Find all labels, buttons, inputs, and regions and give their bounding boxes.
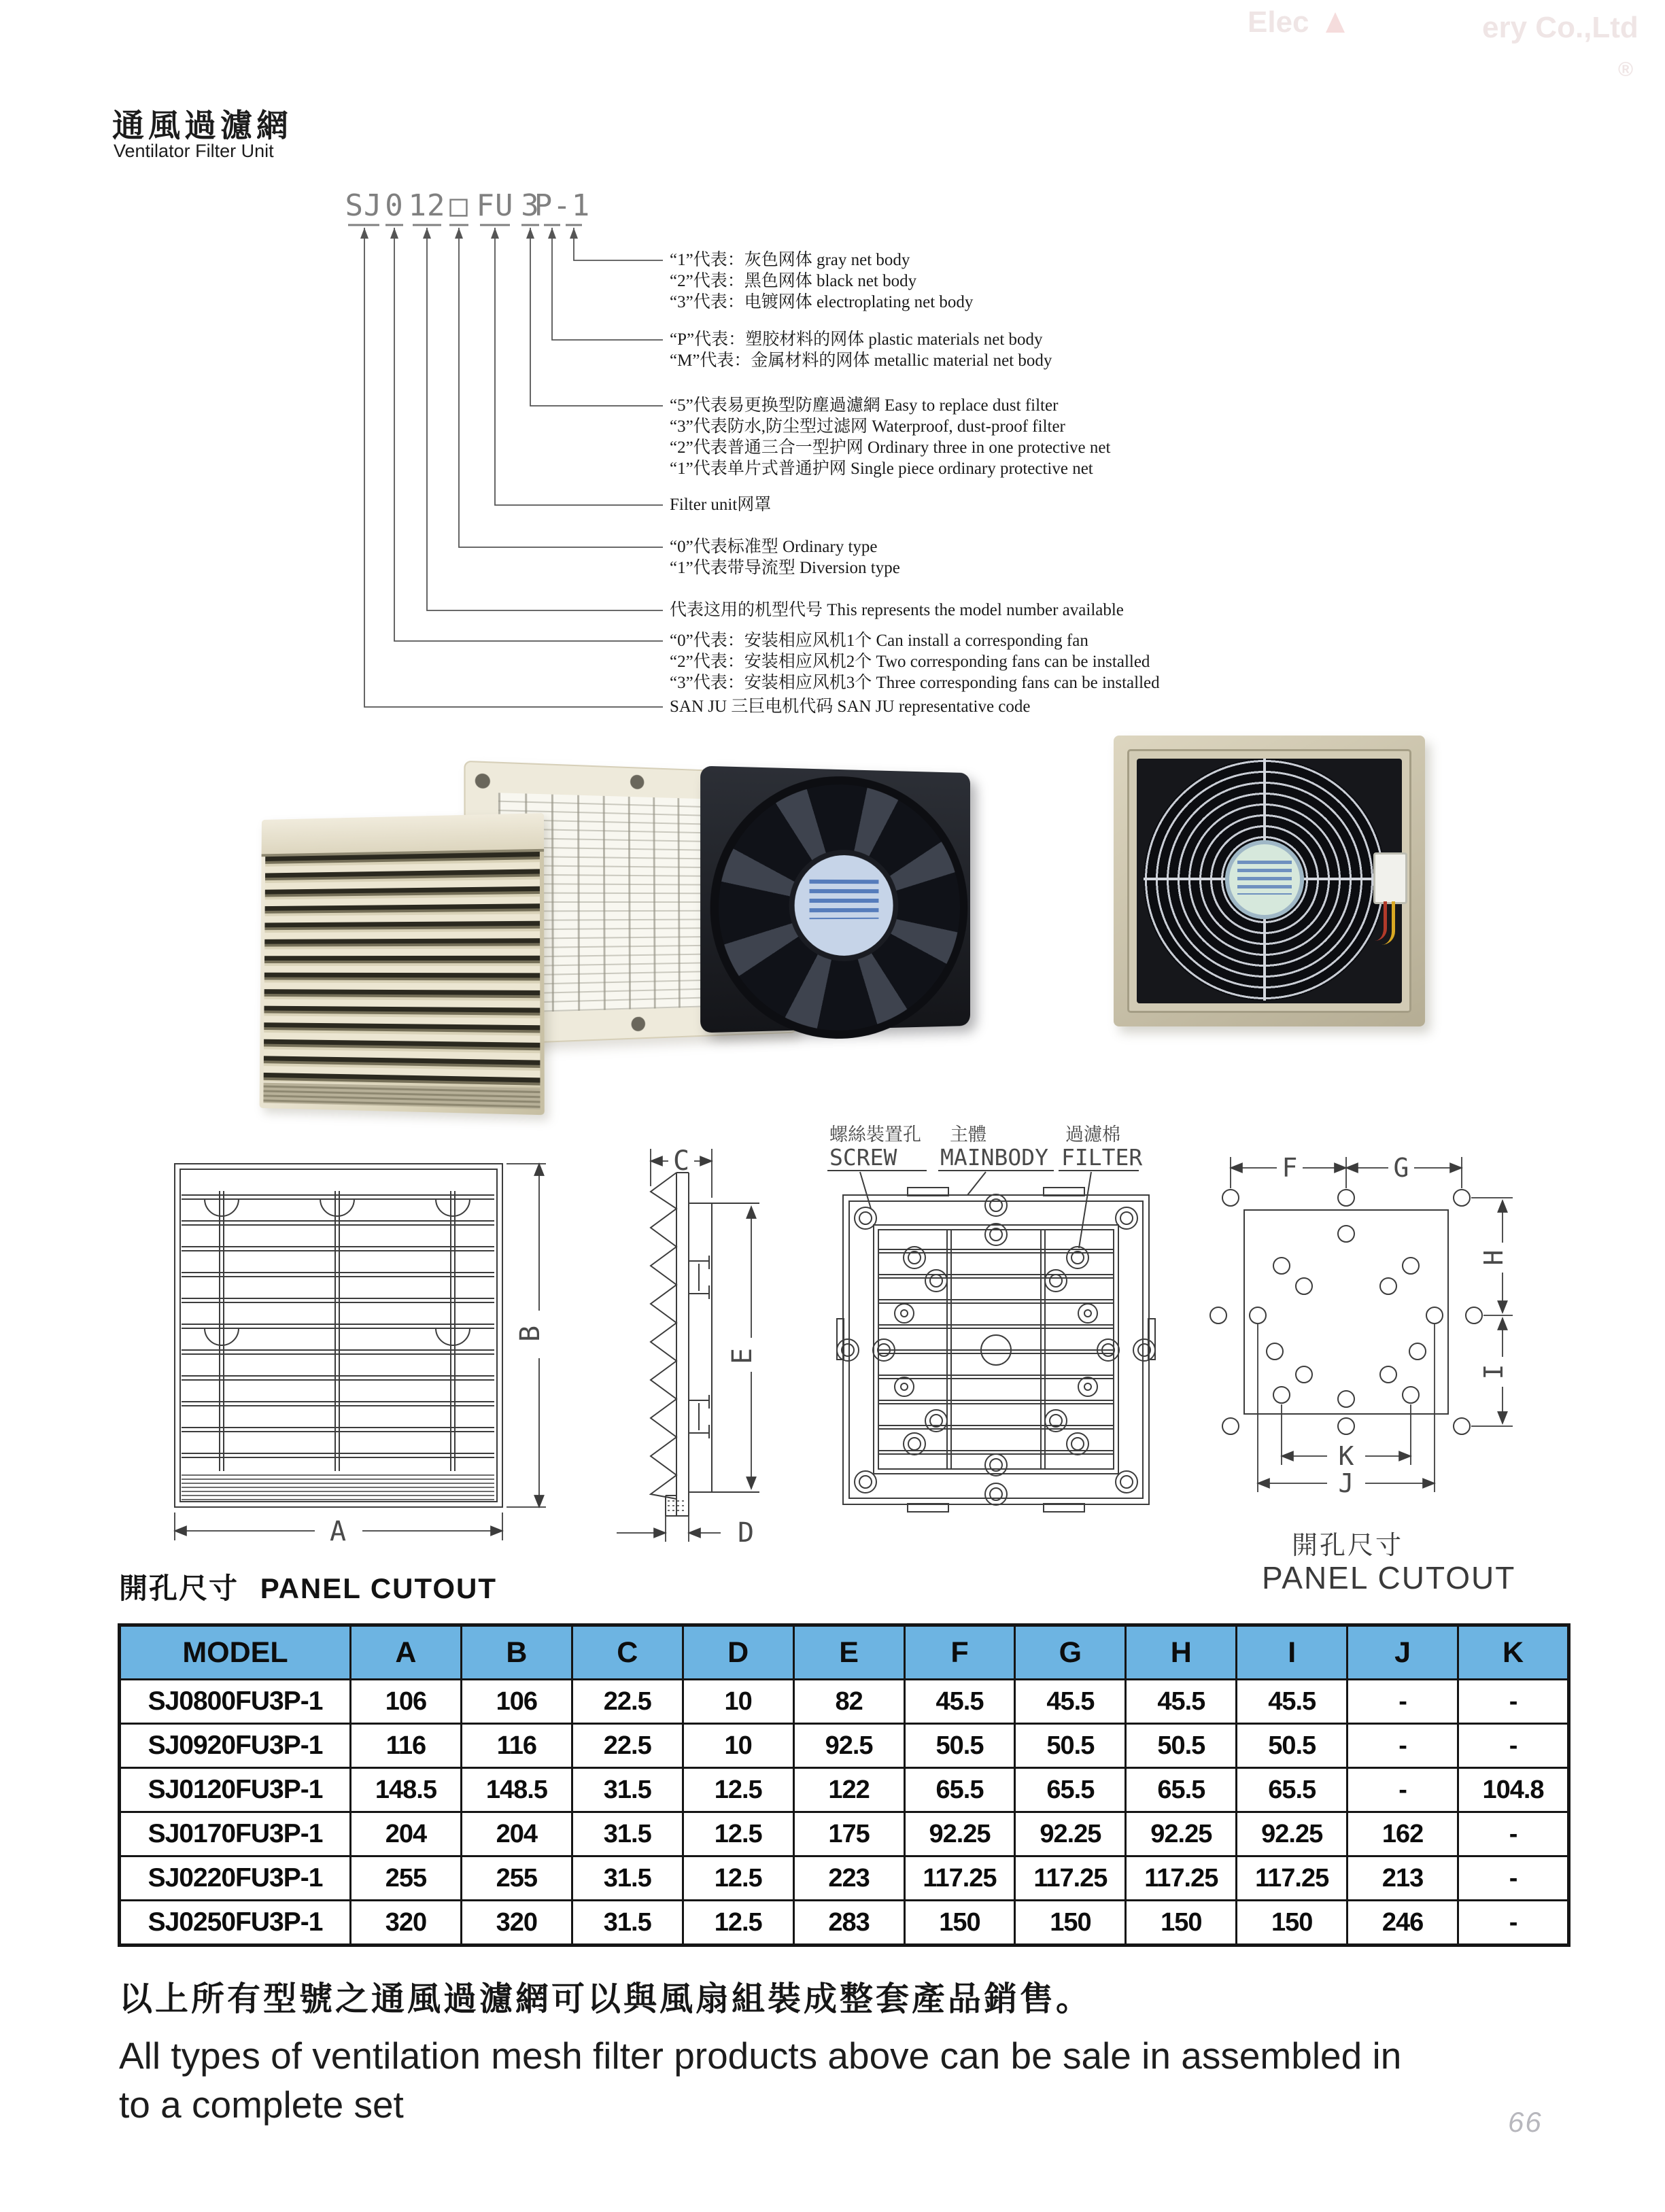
callout-line: “1”代表带导流型 Diversion type	[670, 559, 900, 577]
dimension-cell: 150	[1126, 1901, 1237, 1946]
footer-note-en-line1: All types of ventilation mesh filter products above can be sale in assembled in	[119, 2035, 1402, 2077]
callout-line: “0”代表标准型 Ordinary type	[670, 538, 878, 556]
column-header: D	[683, 1625, 793, 1680]
dimension-cell: 117.25	[1126, 1856, 1237, 1901]
table-heading-zh: 開孔尺寸	[119, 1572, 239, 1604]
callout-line: 代表这用的机型代号 This represents the model number available	[670, 601, 1124, 619]
column-header: H	[1126, 1625, 1237, 1680]
dim-label-g: G	[1393, 1153, 1409, 1183]
dimension-cell: 50.5	[904, 1724, 1015, 1768]
dimension-f-g	[1231, 1157, 1462, 1188]
dim-label-k: K	[1338, 1441, 1354, 1471]
dimension-cell: 116	[351, 1724, 462, 1768]
dimension-cell: 50.5	[1126, 1724, 1237, 1768]
dimension-cell: 10	[683, 1680, 793, 1724]
dimension-cell: 31.5	[572, 1768, 683, 1812]
dimension-cell: 12.5	[683, 1901, 793, 1946]
dimension-cell: 92.25	[1126, 1812, 1237, 1856]
cutout-caption-zh: 開孔尺寸	[1292, 1532, 1404, 1560]
product-photo-axial-fan	[700, 766, 970, 1033]
table-row	[120, 1724, 1569, 1768]
wire-red	[1366, 901, 1387, 941]
dimension-cell: 283	[793, 1901, 904, 1946]
dimension-cell: 22.5	[572, 1680, 683, 1724]
dimension-cell: 223	[793, 1856, 904, 1901]
callout-group	[670, 249, 973, 313]
dimension-cell: -	[1348, 1724, 1458, 1768]
code-segment: 3	[521, 188, 540, 223]
dimension-cell: 92.25	[1015, 1812, 1126, 1856]
model-cell: SJ0250FU3P-1	[120, 1901, 351, 1946]
dim-label-c: C	[672, 1145, 690, 1177]
dimension-cell: 65.5	[1015, 1768, 1126, 1812]
dim-label-j: J	[1338, 1468, 1354, 1498]
code-segment: 0	[385, 188, 404, 223]
dim-label-i: I	[1479, 1364, 1509, 1380]
dimension-cell: 150	[904, 1901, 1015, 1946]
dimension-cell: 148.5	[351, 1768, 462, 1812]
page-title-en: Ventilator Filter Unit	[114, 141, 274, 161]
dimension-cell: 92.25	[1237, 1812, 1348, 1856]
footer-note-en-line2: to a complete set	[119, 2084, 404, 2126]
dimension-cell: 246	[1348, 1901, 1458, 1946]
dimension-cell: -	[1458, 1901, 1569, 1946]
dimension-cell: -	[1458, 1856, 1569, 1901]
fan-unit-label	[1225, 840, 1304, 919]
column-header: J	[1348, 1625, 1458, 1680]
dimension-cell: 65.5	[1126, 1768, 1237, 1812]
callout-line: “1”代表：灰色网体 gray net body	[670, 251, 910, 269]
model-cell: SJ0170FU3P-1	[120, 1812, 351, 1856]
dimension-cell: 122	[793, 1768, 904, 1812]
code-segment: 12	[408, 188, 446, 223]
column-header: F	[904, 1625, 1015, 1680]
cutout-caption-en: PANEL CUTOUT	[1262, 1560, 1516, 1595]
callout-line: “0”代表：安装相应风机1个 Can install a corresponding fan	[670, 632, 1088, 650]
dimension-cell: 50.5	[1237, 1724, 1348, 1768]
connector	[1373, 852, 1407, 904]
dimension-cell: 65.5	[1237, 1768, 1348, 1812]
drawing-side-view	[608, 1108, 840, 1560]
dimension-cell: 106	[461, 1680, 572, 1724]
watermark-logo-mark	[1326, 12, 1345, 33]
callout-group	[670, 630, 1160, 693]
model-cell: SJ0920FU3P-1	[120, 1724, 351, 1768]
table-row	[120, 1812, 1569, 1856]
cutout-holes	[1210, 1190, 1482, 1434]
dimension-cell: 117.25	[904, 1856, 1015, 1901]
callout-line: “2”代表：安装相应风机2个 Two corresponding fans can be installed	[670, 653, 1150, 671]
dimension-cell: 45.5	[1237, 1680, 1348, 1724]
drawing-mainbody	[819, 1115, 1180, 1557]
code-segment: FU	[476, 188, 514, 223]
dimension-cell: 22.5	[572, 1724, 683, 1768]
dimension-cell: 12.5	[683, 1856, 793, 1901]
column-header: K	[1458, 1625, 1569, 1680]
callout-line: “3”代表：安装相应风机3个 Three corresponding fans can be installed	[670, 674, 1160, 692]
callout-line: “2”代表：黑色网体 black net body	[670, 272, 917, 290]
page-title-zh: 通風過濾網	[112, 107, 292, 143]
label-filter-en: FILTER	[1061, 1144, 1143, 1171]
dimension-cell: 12.5	[683, 1812, 793, 1856]
clip-upper	[689, 1256, 709, 1299]
footer-note-zh: 以上所有型號之通風過濾網可以與風扇組裝成整套產品銷售。	[119, 1981, 1093, 2018]
label-filter-zh: 過濾棉	[1065, 1124, 1120, 1145]
dimension-cell: 116	[461, 1724, 572, 1768]
page-number: 66	[1508, 2106, 1543, 2138]
dimension-cell: 255	[461, 1856, 572, 1901]
cutout-table	[118, 1623, 1570, 1947]
watermark-fragment: ery Co.,Ltd	[1482, 11, 1638, 44]
louver-top-cap	[262, 813, 545, 857]
dimension-cell: 204	[461, 1812, 572, 1856]
dimension-cell: 204	[351, 1812, 462, 1856]
dimension-cell: 148.5	[461, 1768, 572, 1812]
dim-label-h: H	[1479, 1249, 1509, 1266]
callout-group	[670, 536, 900, 578]
label-body-en: MAINBODY	[940, 1144, 1048, 1171]
dimension-cell: 10	[683, 1724, 793, 1768]
column-header: E	[793, 1625, 904, 1680]
fan-label	[789, 849, 899, 962]
model-cell: SJ0800FU3P-1	[120, 1680, 351, 1724]
callout-line: “P”代表：塑胶材料的网体 plastic materials net body	[670, 330, 1043, 349]
callout-line: “5”代表易更换型防塵過濾網 Easy to replace dust filter	[670, 396, 1059, 415]
column-header: MODEL	[120, 1625, 351, 1680]
dimension-cell: 45.5	[1126, 1680, 1237, 1724]
model-cell: SJ0220FU3P-1	[120, 1856, 351, 1901]
dimension-cell: 50.5	[1015, 1724, 1126, 1768]
dimension-cell: 117.25	[1237, 1856, 1348, 1901]
dimension-cell: 82	[793, 1680, 904, 1724]
callout-line: “3”代表：电镀网体 electroplating net body	[670, 293, 974, 311]
dimension-cell: 65.5	[904, 1768, 1015, 1812]
dimension-cell: 104.8	[1458, 1768, 1569, 1812]
dimension-cell: 150	[1237, 1901, 1348, 1946]
dimension-cell: 45.5	[1015, 1680, 1126, 1724]
callout-line: SAN JU 三巨电机代码 SAN JU representative code	[670, 697, 1031, 716]
code-segment: SJ	[345, 188, 383, 223]
callout-line: “2”代表普通三合一型护网 Ordinary three in one protective net	[670, 438, 1111, 457]
product-photo-louver-grille	[260, 813, 545, 1115]
dimension-d	[617, 1516, 721, 1542]
product-photo-fan-unit-rear	[1114, 736, 1425, 1026]
label-screw-en: SCREW	[829, 1144, 897, 1171]
leader-lines	[364, 228, 663, 707]
dimension-cell: 162	[1348, 1812, 1458, 1856]
callout-line: “1”代表单片式普通护网 Single piece ordinary protective net	[670, 460, 1093, 478]
callout-group	[670, 696, 1030, 717]
dimension-cell: 92.25	[904, 1812, 1015, 1856]
dimension-cell: -	[1348, 1768, 1458, 1812]
dimension-cell: -	[1458, 1680, 1569, 1724]
dimension-cell: -	[1458, 1812, 1569, 1856]
table-row	[120, 1768, 1569, 1812]
callout-line: Filter unit网罩	[670, 496, 772, 514]
watermark-fragment: Elec	[1248, 5, 1309, 39]
dimension-cell: 106	[351, 1680, 462, 1724]
clip-lower	[689, 1395, 709, 1438]
column-header: A	[351, 1625, 462, 1680]
leader-arrowheads	[360, 228, 578, 239]
callout-group	[670, 600, 1124, 621]
watermark-fragment: ®	[1618, 58, 1634, 81]
label-screw-zh: 螺絲裝置孔	[829, 1124, 921, 1145]
dimension-cell: -	[1458, 1724, 1569, 1768]
table-row	[120, 1680, 1569, 1724]
table-row	[120, 1901, 1569, 1946]
dimension-cell: 31.5	[572, 1812, 683, 1856]
drawing-front-view	[167, 1156, 581, 1554]
dim-label-d: D	[738, 1517, 755, 1549]
callout-group	[670, 329, 1052, 371]
column-header: B	[461, 1625, 572, 1680]
code-segment: □	[449, 188, 468, 223]
table-heading-en: PANEL CUTOUT	[260, 1572, 498, 1604]
table-row	[120, 1856, 1569, 1901]
column-header: C	[572, 1625, 683, 1680]
footer-note	[119, 1973, 1642, 2129]
dimension-cell: 255	[351, 1856, 462, 1901]
column-header: G	[1015, 1625, 1126, 1680]
table-heading	[119, 1566, 497, 1607]
dimension-cell: 213	[1348, 1856, 1458, 1901]
model-cell: SJ0120FU3P-1	[120, 1768, 351, 1812]
dimension-h-i	[1471, 1198, 1513, 1426]
dimension-cell: 45.5	[904, 1680, 1015, 1724]
dimension-cell: -	[1348, 1680, 1458, 1724]
dimension-cell: 175	[793, 1812, 904, 1856]
dim-label-a: A	[329, 1516, 347, 1547]
dimension-cell: 320	[351, 1901, 462, 1946]
dimension-cell: 150	[1015, 1901, 1126, 1946]
dimension-cell: 92.5	[793, 1724, 904, 1768]
louver-slats	[264, 852, 540, 1087]
callout-group	[670, 395, 1110, 479]
dimension-cell: 12.5	[683, 1768, 793, 1812]
dim-label-b: B	[515, 1325, 546, 1343]
dimension-cell: 31.5	[572, 1901, 683, 1946]
column-header: I	[1237, 1625, 1348, 1680]
label-body-zh: 主體	[950, 1124, 986, 1145]
drawing-panel-cutout	[1203, 1122, 1530, 1509]
callout-group	[670, 494, 771, 515]
dimension-cell: 320	[461, 1901, 572, 1946]
code-segment: P-1	[534, 188, 591, 223]
model-code-diagram	[320, 173, 687, 717]
dim-label-f: F	[1282, 1153, 1298, 1183]
dim-label-e: E	[727, 1347, 758, 1365]
footer-note-en	[119, 2031, 1642, 2129]
dimension-cell: 117.25	[1015, 1856, 1126, 1901]
callout-line: “M”代表：金属材料的网体 metallic material net body	[670, 351, 1052, 370]
dimension-cell: 31.5	[572, 1856, 683, 1901]
louver-base	[263, 1083, 540, 1109]
callout-line: “3”代表防水,防尘型过滤网 Waterproof, dust-proof filter	[670, 417, 1065, 436]
